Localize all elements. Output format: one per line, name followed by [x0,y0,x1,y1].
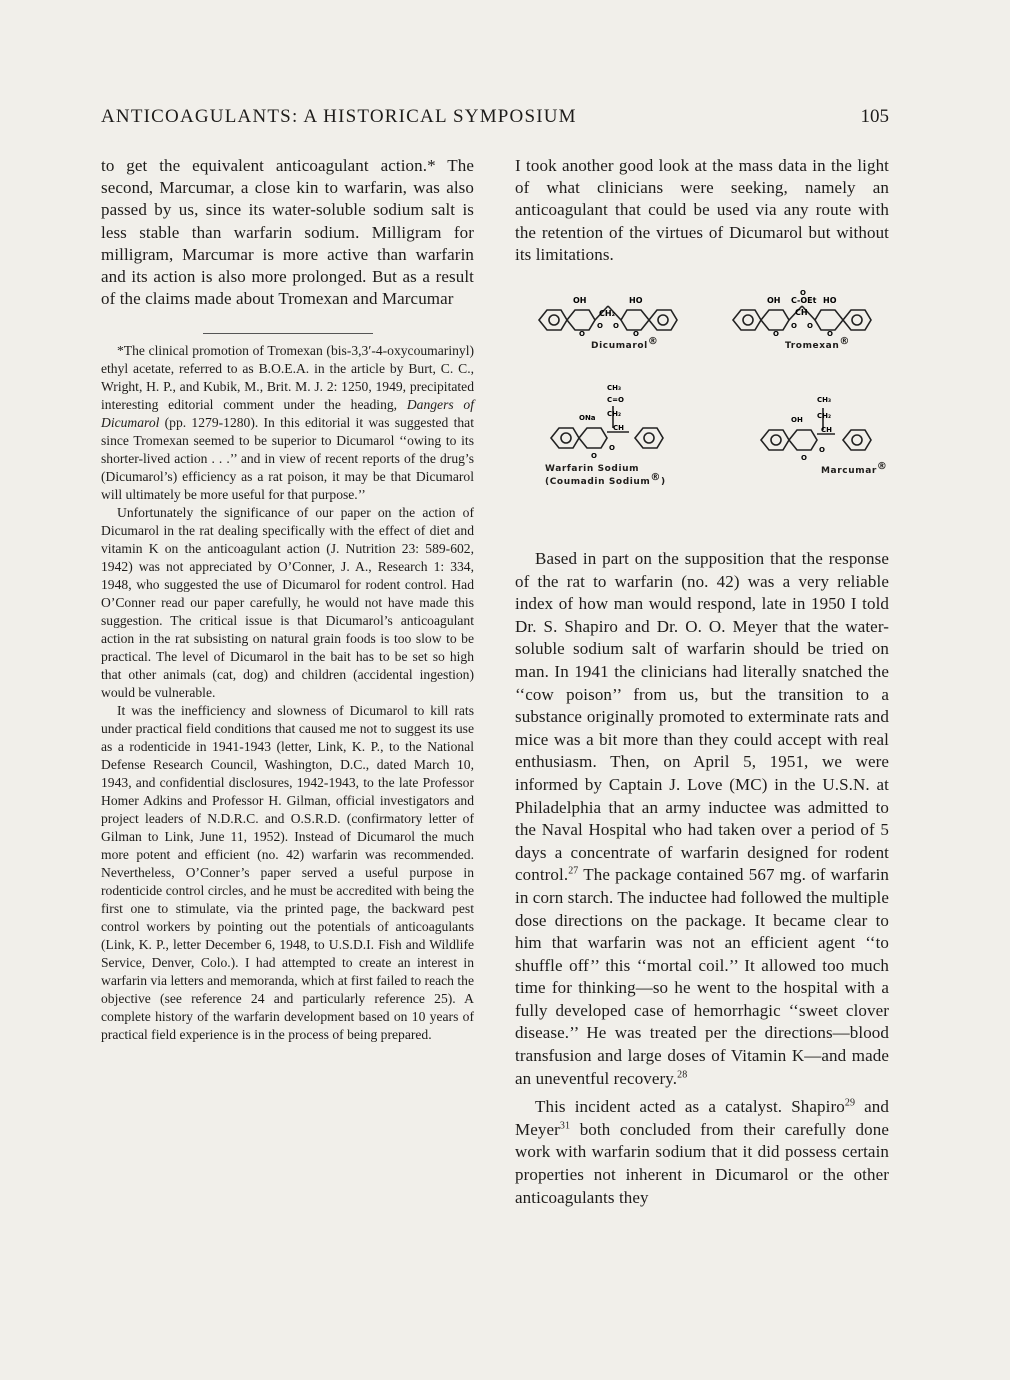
warfarin-sodium-structure [545,382,695,488]
dicumarol-structure [533,294,683,352]
structure-name: Marcumar [821,466,877,477]
ch3-atom: CH₃ [607,384,622,393]
marcumar-diagram [755,394,885,464]
footnote-text: (pp. 1279-1280). In this editorial it was suggested that since Tromexan seemed to be superior to Dicumarol ‘‘owing to its shorter-lived action . . .’’ and in view of recent reports of the drug’s (Dicumarol’s) efficiency as a rat poison, it may be that Dicumarol will ultimately be more useful for that purpose.’’ [101,415,474,503]
footnote-tromexan [101,342,474,504]
reference-superscript: 27 [568,865,579,877]
left-column [101,155,474,1044]
ring-o-atom: O [827,330,833,339]
structure-alt-name: (Coumadin Sodium [545,477,651,488]
oh-atom: OH [791,416,803,425]
footnote-italic-title: Dangers of Dicumarol [101,397,475,431]
marcumar-structure [755,394,888,477]
ring-o-atom: O [591,452,597,461]
registered-mark: ® [647,336,659,348]
footnote-text: *The clinical promotion of Tromexan (bis-3,3′-4-oxycoumarinyl) ethyl acetate, referred to as B.O.E.A. in the article by Burt, C. C., Wright, H. P., and Kubik, M., Brit. M. J. 2: 1250, 1949, precipitated interesting editorial comment under the heading, [101,343,474,413]
carbonyl-o-atom: O [613,322,619,331]
registered-mark: ® [876,461,888,473]
ch-atom: CH [795,308,808,318]
dicumarol-label [591,336,659,352]
ho-atom: HO [823,296,837,306]
reference-superscript: 31 [559,1120,571,1132]
chemical-structures [515,286,889,538]
tromexan-structure [727,290,877,352]
running-header [101,106,889,128]
reference-superscript: 29 [844,1097,856,1109]
ch2-atom: CH₂ [817,412,832,421]
footnote-history: It was the inefficiency and slowness of Dicumarol to kill rats under practical field conditions that caused me not to suggest its use as a rodenticide in 1941-1943 (letter, Link, K. P., to the National Defense Research Council, Washington, D.C., dated March 10, 1943, and confidential disclosures, 1942-1943, to the late Professor Homer Adkins and Professor H. Gilman, official investigators and project leaders of N.D.R.C. and O.S.R.D. (confirmatory letter of Gilman to Link, June 11, 1952). Instead of Dicumarol the much more potent and efficient (no. 42) warfarin was recommended. Nevertheless, O’Conner’s paper served a useful purpose in rodenticide control circles, and he must be accredited with being the first one to stimulate, via the printed page, the backward pest control workers by pointing out the potentials of anticoagulants (Link, K. P., letter December 6, 1948, to U.S.D.I. Fish and Wildlife Service, Denver, Colo.). I had attempted to create an interest in warfarin via letters and memoranda, which at first failed to reach the objective (see reference 24 and particularly reference 25). A complete history of the warfarin development based on 10 years of practical field experience is in the process of being prepared. [101,703,474,1043]
ch2-atom: CH₂ [599,309,616,319]
ch3-atom: CH₃ [817,396,832,405]
carbonyl-o-atom: O [819,446,825,455]
right-column [515,155,889,1209]
reference-superscript: 28 [677,1069,688,1081]
paragraph-text: The package contained 567 mg. of warfarin in corn starch. The inductee had followed the multiple dose directions on the package. It became clear to him that warfarin was not an efficient agent ‘‘to shuffle off’’ this ‘‘mortal coil.’’ It allowed too much time for thinking—so he went to the hospital with a fully developed case of hemorrhagic ‘‘sweet clover disease.’’ He was treated per the directions—blood transfusion and large doses of Vitamin K—and made an uneventful recovery. [515,865,889,1088]
page-number: 105 [860,106,889,127]
registered-mark: ® [650,472,662,484]
coumadin-sodium-label [545,472,666,488]
carbonyl-o-atom: O [800,290,806,298]
paragraph-text: Based in part on the supposition that the response of the rat to warfarin (no. 42) was a very reliable index of how man would respond, late in 1950 I told Dr. S. Shapiro and Dr. O. O. Meyer that the water-soluble sodium salt of warfarin should be tried on man. In 1941 the clinicians had literally snatched the ‘‘cow poison’’ from us, but the transition to a substance originally promoted to exterminate rats and mice was a bit more than they could accept with real enthusiasm. Then, on April 5, 1951, we were informed by Captain J. Love (MC) in the U.S.N. at Philadelphia that an army inductee was admitted to the Naval Hospital who had taken over a period of 5 days a concentrate of warfarin designed for rodent control. [515,549,889,885]
ho-atom: HO [629,296,643,306]
ring-o-atom: O [801,454,807,463]
right-intro-paragraph: I took another good look at the mass data in the light of what clinicians were seeking, namely an anticoagulant that could be used via any route with the retention of the virtues of Dicumarol but without its limitations. [515,156,889,264]
left-body-paragraph: to get the equivalent anticoagulant action.* The second, Marcumar, a close kin to warfarin, was also passed by us, since its water-soluble sodium salt is less stable than warfarin sodium. Milligram for milligram, Marcumar is more active than warfarin and its action is also more prolonged. But as a result of the claims made about Tromexan and Marcumar [101,156,474,309]
ch-atom: CH [613,424,624,433]
carbonyl-o-atom: O [791,322,797,331]
paragraph-text: both concluded from their carefully done work with warfarin sodium that it did possess certain properties not inherent in Dicumarol or the other anticoagulants they [515,1119,889,1207]
footnotes [101,342,474,1044]
structure-name: Tromexan [785,341,840,352]
ring-o-atom: O [633,330,639,339]
marcumar-label [821,461,888,477]
footnote-divider [203,333,373,334]
warfarin-sodium-diagram [545,382,695,462]
structure-name: Dicumarol [591,341,648,352]
oh-atom: OH [767,296,781,306]
structure-name: Warfarin Sodium [545,464,640,475]
paragraph-text: and Meyer [515,1097,889,1139]
ketone-group: C=O [607,396,624,405]
running-title: ANTICOAGULANTS: A HISTORICAL SYMPOSIUM [101,106,577,127]
ring-o-atom: O [579,330,585,339]
catalyst-paragraph [515,1096,889,1209]
ch2-atom: CH₂ [607,410,622,419]
carbonyl-o-atom: O [609,444,615,453]
footnote-oconner: Unfortunately the significance of our paper on the action of Dicumarol in the rat dealing specifically with the effect of diet and vitamin K on the anticoagulant action (J. Nutrition 23: 589-602, 1942) was not appreciated by O’Conner, J. A., Research 1: 334, 1948, who suggested the use of Dicumarol for rodent control. Had O’Conner read our paper carefully, he would not have made this suggestion. The critical issue is that Dicumarol’s anticoagulant action in the rat subsisting on natural grain foods is too slow to be practical. The level of Dicumarol in the bait has to be set so high that other animals (cat, dog) and children (accidental ingestion) would be vulnerable. [101,505,474,701]
tromexan-diagram [727,290,877,338]
paragraph-text: This incident acted as a catalyst. Shapiro [535,1097,845,1117]
ester-group: C-OEt [791,296,817,306]
carbonyl-o-atom: O [597,322,603,331]
tromexan-label [785,336,850,352]
carbonyl-o-atom: O [807,322,813,331]
ona-group: ONa [579,414,596,423]
ring-o-atom: O [773,330,779,339]
closing-paren: ) [661,477,666,488]
oh-atom: OH [573,296,587,306]
registered-mark: ® [839,336,850,348]
dicumarol-diagram [533,294,683,338]
ch-atom: CH [821,426,832,435]
right-main-text [515,548,889,1209]
warfarin-sodium-label [545,464,639,474]
warfarin-trial-paragraph [515,548,889,1090]
